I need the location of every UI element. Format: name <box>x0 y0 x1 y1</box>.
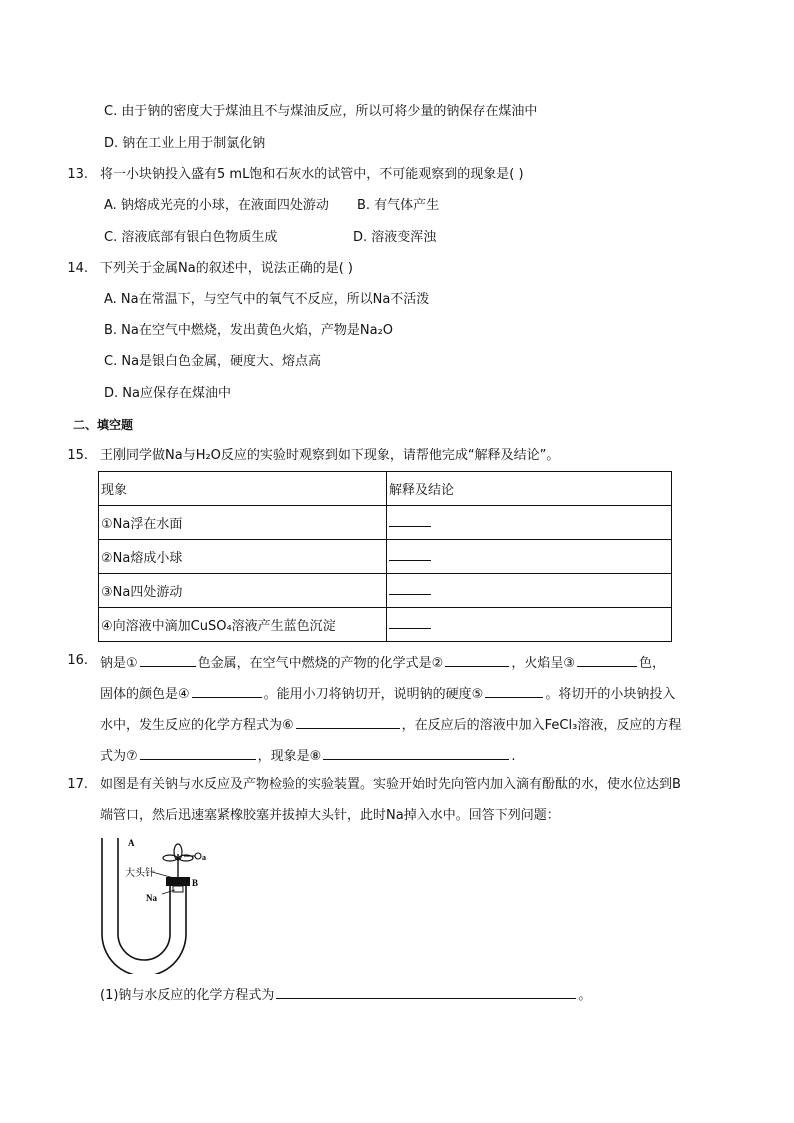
q17-subquestion-1 <box>100 984 591 1005</box>
outlet-a-icon <box>195 853 201 859</box>
q14-option-a: A. Na在常温下，与空气中的氧气不反应，所以Na不活泼 <box>104 292 430 307</box>
q15-number: 15. <box>67 448 88 463</box>
q16-line-1 <box>100 652 665 673</box>
q16-line-4 <box>100 745 515 766</box>
q14-option-d: D. Na应保存在煤油中 <box>104 386 231 401</box>
fill-blank-6[interactable] <box>296 714 400 729</box>
q16-text: 。将切开的小块钠投入 <box>545 687 676 702</box>
q16-text: ，在反应后的溶液中加入FeCl₃溶液，反应的方程 <box>401 718 682 733</box>
label-b: B <box>192 878 199 888</box>
q16-text: ，现象是⑧ <box>257 749 322 764</box>
label-pin: 大头针 <box>125 868 155 879</box>
answer-blank[interactable] <box>389 548 431 561</box>
table-header-explanation: 解释及结论 <box>387 472 672 506</box>
table-header-row <box>99 472 672 506</box>
table-row <box>99 574 672 608</box>
answer-blank[interactable] <box>389 616 431 629</box>
fill-blank-7[interactable] <box>140 745 256 760</box>
q16-text: ，火焰呈③ <box>511 656 575 671</box>
fill-blank-4[interactable] <box>192 683 262 698</box>
table-cell-answer <box>387 574 672 608</box>
fill-blank-2[interactable] <box>445 652 509 667</box>
fill-blank-equation[interactable] <box>276 984 576 999</box>
q14-stem: 下列关于金属Na的叙述中，说法正确的是( ) <box>100 261 353 276</box>
q12-option-d: D. 钠在工业上用于制氯化钠 <box>104 136 266 151</box>
q16-text: . <box>511 749 516 764</box>
table-cell-answer <box>387 608 672 642</box>
q16-line-3 <box>100 714 681 735</box>
table-row <box>99 608 672 642</box>
q13-option-a: A. 钠熔成光亮的小球，在液面四处游动 <box>104 198 329 213</box>
q16-number: 16. <box>67 653 88 668</box>
table-row <box>99 540 672 574</box>
label-a-lower: a <box>202 853 206 862</box>
answer-blank[interactable] <box>389 582 431 595</box>
q13-option-d: D. 溶液变浑浊 <box>353 230 437 245</box>
q13-option-b: B. 有气体产生 <box>357 198 440 213</box>
label-na: Na <box>146 893 157 903</box>
q16-text: 色， <box>638 656 665 671</box>
label-a-upper: A <box>128 838 135 848</box>
q14-option-b: B. Na在空气中燃烧，发出黄色火焰，产物是Na₂O <box>104 323 394 338</box>
q15-stem: 王刚同学做Na与H₂O反应的实验时观察到如下现象，请帮他完成“解释及结论”。 <box>100 448 560 463</box>
section-heading: 二、填空题 <box>73 418 134 432</box>
table-cell-answer <box>387 506 672 540</box>
q13-option-c: C. 溶液底部有银白色物质生成 <box>104 230 278 245</box>
table-header-phenomenon: 现象 <box>99 472 387 506</box>
q17-sub1-text: (1)钠与水反应的化学方程式为 <box>100 988 275 1003</box>
u-tube-inner-wall <box>118 838 170 960</box>
q17-stem-line-2: 端管口，然后迅速塞紧橡胶塞并拔掉大头针，此时Na掉入水中。回答下列问题： <box>100 808 560 823</box>
table-row <box>99 506 672 540</box>
q16-text: 。能用小刀将钠切开，说明钠的硬度⑤ <box>263 687 484 702</box>
q16-line-2 <box>100 683 675 704</box>
pin-pointer-line <box>152 872 174 878</box>
q14-option-c: C. Na是银白色金属，硬度大、熔点高 <box>104 354 322 369</box>
sodium-block <box>173 886 183 892</box>
q13-number: 13. <box>67 167 88 182</box>
table-cell-answer <box>387 540 672 574</box>
table-cell-phenomenon: ①Na浮在水面 <box>99 506 387 540</box>
fill-blank-8[interactable] <box>323 745 509 760</box>
q12-option-c: C. 由于钠的密度大于煤油且不与煤油反应，所以可将少量的钠保存在煤油中 <box>104 104 538 119</box>
observation-table <box>98 471 672 642</box>
q16-text: 式为⑦ <box>100 749 138 764</box>
fill-blank-1[interactable] <box>140 652 196 667</box>
q16-text: 钠是① <box>100 656 138 671</box>
table-cell-phenomenon: ③Na四处游动 <box>99 574 387 608</box>
q16-text: 水中，发生反应的化学方程式为⑥ <box>100 718 294 733</box>
u-tube-apparatus-figure <box>96 834 226 974</box>
table-cell-phenomenon: ④向溶液中滴加CuSO₄溶液产生蓝色沉淀 <box>99 608 387 642</box>
q17-number: 17. <box>67 777 88 792</box>
q17-stem-line-1: 如图是有关钠与水反应及产物检验的实验装置。实验开始时先向管内加入滴有酚酞的水，使水位达到B <box>100 777 681 792</box>
fill-blank-3[interactable] <box>577 652 637 667</box>
fill-blank-5[interactable] <box>485 683 543 698</box>
q14-number: 14. <box>67 261 88 276</box>
u-tube-outer-wall <box>102 838 186 974</box>
table-cell-phenomenon: ②Na熔成小球 <box>99 540 387 574</box>
q13-stem: 将一小块钠投入盛有5 mL饱和石灰水的试管中，不可能观察到的现象是( ) <box>100 167 524 182</box>
q16-text: 固体的颜色是④ <box>100 687 190 702</box>
q16-text: 色金属，在空气中燃烧的产物的化学式是② <box>197 656 444 671</box>
answer-blank[interactable] <box>389 514 431 527</box>
q17-sub1-end: 。 <box>578 988 592 1003</box>
